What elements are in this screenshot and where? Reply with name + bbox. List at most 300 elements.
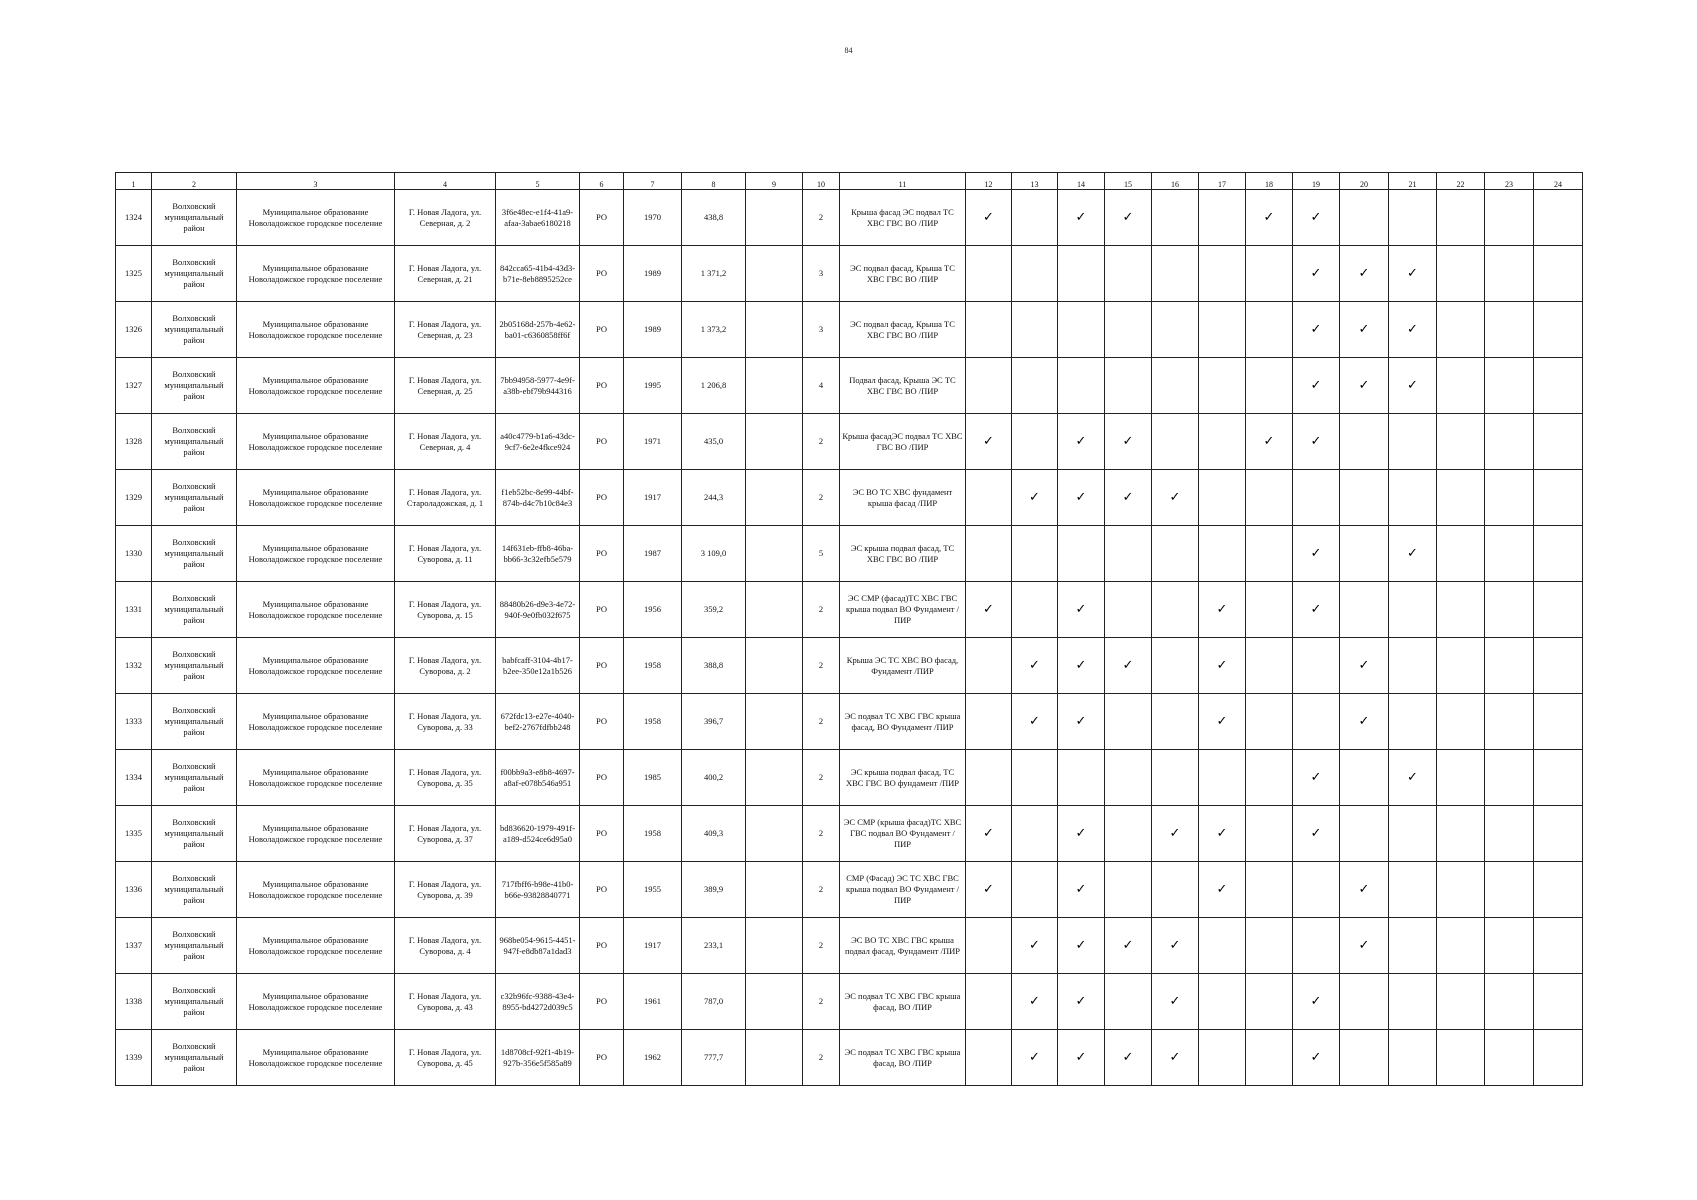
works-cell: ЭС подвал ТС ХВС ГВС крыша фасад, ВО /ПИР (840, 1030, 966, 1086)
works-cell: ЭС крыша подвал фасад, ТС ХВС ГВС ВО /ПИР (840, 526, 966, 582)
area-cell: 438,8 (682, 190, 746, 246)
address-cell: Г. Новая Ладога, ул. Северная, д. 23 (395, 302, 496, 358)
works-cell: ЭС ВО ТС ХВС ГВС крыша подвал фасад, Фундамент /ПИР (840, 918, 966, 974)
check-cell (1199, 694, 1246, 750)
check-cell (1246, 638, 1293, 694)
table-row (116, 470, 1583, 526)
table-row (116, 190, 1583, 246)
check-mark-icon: ✓ (1310, 321, 1322, 337)
check-cell (1105, 470, 1152, 526)
check-cell (1105, 806, 1152, 862)
check-cell (1199, 526, 1246, 582)
column-number: 19 (1293, 173, 1340, 190)
column-number: 24 (1534, 173, 1583, 190)
check-cell (1437, 694, 1485, 750)
check-cell (1293, 862, 1340, 918)
check-cell (1152, 190, 1199, 246)
area-cell: 787,0 (682, 974, 746, 1030)
address-cell: Г. Новая Ладога, ул. Суворова, д. 39 (395, 862, 496, 918)
works-cell: Крыша фасадЭС подвал ТС ХВС ГВС ВО /ПИР (840, 414, 966, 470)
check-cell (1199, 918, 1246, 974)
check-cell (1293, 414, 1340, 470)
check-cell (1485, 302, 1534, 358)
check-cell (1199, 302, 1246, 358)
check-mark-icon: ✓ (1029, 657, 1040, 673)
check-cell (966, 470, 1012, 526)
type-cell: РО (580, 750, 624, 806)
row-number: 1328 (116, 414, 152, 470)
empty-cell (746, 302, 803, 358)
check-cell (1437, 1030, 1485, 1086)
check-cell (1199, 806, 1246, 862)
type-cell: РО (580, 1030, 624, 1086)
check-cell (1389, 358, 1437, 414)
district-cell: Волховский муниципальный район (152, 358, 237, 414)
check-cell (1485, 526, 1534, 582)
works-cell: Крыша ЭС ТС ХВС ВО фасад, Фундамент /ПИР (840, 638, 966, 694)
guid-cell: 672fdc13-e27e-4040-bef2-2767fdfbb248 (496, 694, 580, 750)
guid-cell: f00bb9a3-e8b8-4697-a8af-e078b546a951 (496, 750, 580, 806)
check-cell (1012, 358, 1058, 414)
district-cell: Волховский муниципальный район (152, 862, 237, 918)
district-cell: Волховский муниципальный район (152, 246, 237, 302)
check-cell (1534, 638, 1583, 694)
check-cell (1105, 358, 1152, 414)
check-cell (1058, 974, 1105, 1030)
check-mark-icon: ✓ (1075, 713, 1087, 729)
district-cell: Волховский муниципальный район (152, 638, 237, 694)
address-cell: Г. Новая Ладога, ул. Суворова, д. 11 (395, 526, 496, 582)
check-cell (1389, 190, 1437, 246)
check-cell (1152, 358, 1199, 414)
table-row (116, 526, 1583, 582)
check-mark-icon: ✓ (1310, 825, 1322, 841)
check-cell (1152, 862, 1199, 918)
count-cell: 3 (803, 302, 840, 358)
check-cell (1293, 750, 1340, 806)
check-cell (966, 582, 1012, 638)
works-cell: ЭС ВО ТС ХВС фундамент крыша фасад /ПИР (840, 470, 966, 526)
column-number: 5 (496, 173, 580, 190)
column-number: 4 (395, 173, 496, 190)
column-number: 17 (1199, 173, 1246, 190)
check-cell (1152, 918, 1199, 974)
type-cell: РО (580, 470, 624, 526)
district-cell: Волховский муниципальный район (152, 974, 237, 1030)
check-cell (1293, 582, 1340, 638)
check-mark-icon: ✓ (1216, 713, 1228, 729)
check-cell (1534, 862, 1583, 918)
row-number: 1339 (116, 1030, 152, 1086)
check-cell (1389, 302, 1437, 358)
address-cell: Г. Новая Ладога, ул. Северная, д. 4 (395, 414, 496, 470)
check-mark-icon: ✓ (1169, 1049, 1181, 1065)
check-cell (1485, 414, 1534, 470)
check-cell (1246, 526, 1293, 582)
guid-cell: bd836620-1979-491f-a189-d524ce6d95a0 (496, 806, 580, 862)
check-mark-icon: ✓ (1029, 993, 1040, 1009)
check-cell (1152, 414, 1199, 470)
count-cell: 2 (803, 190, 840, 246)
type-cell: РО (580, 526, 624, 582)
check-cell (1389, 862, 1437, 918)
type-cell: РО (580, 302, 624, 358)
year-cell: 1917 (624, 470, 682, 526)
empty-cell (746, 526, 803, 582)
empty-cell (746, 582, 803, 638)
works-cell: ЭС подвал фасад, Крыша ТС ХВС ГВС ВО /ПИР (840, 302, 966, 358)
check-cell (1340, 302, 1389, 358)
check-cell (1058, 302, 1105, 358)
check-cell (1152, 750, 1199, 806)
check-cell (1105, 302, 1152, 358)
empty-cell (746, 750, 803, 806)
check-cell (1340, 582, 1389, 638)
check-cell (1340, 750, 1389, 806)
empty-cell (746, 414, 803, 470)
check-mark-icon: ✓ (983, 881, 994, 897)
empty-cell (746, 974, 803, 1030)
check-cell (1058, 414, 1105, 470)
check-cell (1246, 358, 1293, 414)
table-row (116, 246, 1583, 302)
address-cell: Г. Новая Ладога, ул. Суворова, д. 2 (395, 638, 496, 694)
check-cell (966, 638, 1012, 694)
check-mark-icon: ✓ (1310, 377, 1322, 393)
address-cell: Г. Новая Ладога, ул. Северная, д. 25 (395, 358, 496, 414)
type-cell: РО (580, 638, 624, 694)
check-cell (1293, 694, 1340, 750)
check-cell (1152, 1030, 1199, 1086)
year-cell: 1987 (624, 526, 682, 582)
check-cell (1012, 302, 1058, 358)
address-cell: Г. Новая Ладога, ул. Староладожская, д. 1 (395, 470, 496, 526)
column-number: 10 (803, 173, 840, 190)
check-cell (1246, 750, 1293, 806)
check-cell (1246, 470, 1293, 526)
empty-cell (746, 918, 803, 974)
year-cell: 1958 (624, 694, 682, 750)
column-number: 1 (116, 173, 152, 190)
check-mark-icon: ✓ (1075, 825, 1087, 841)
column-number-row (116, 173, 1583, 190)
row-number: 1337 (116, 918, 152, 974)
municipality-cell: Муниципальное образование Новоладожское городское поселение (237, 302, 395, 358)
count-cell: 2 (803, 414, 840, 470)
works-cell: Подвал фасад, Крыша ЭС ТС ХВС ГВС ВО /ПИР (840, 358, 966, 414)
type-cell: РО (580, 694, 624, 750)
year-cell: 1985 (624, 750, 682, 806)
check-cell (1389, 638, 1437, 694)
row-number: 1324 (116, 190, 152, 246)
row-number: 1335 (116, 806, 152, 862)
works-cell: ЭС подвал фасад, Крыша ТС ХВС ГВС ВО /ПИР (840, 246, 966, 302)
check-cell (1105, 638, 1152, 694)
area-cell: 244,3 (682, 470, 746, 526)
area-cell: 389,9 (682, 862, 746, 918)
check-cell (1058, 526, 1105, 582)
check-mark-icon: ✓ (1122, 209, 1134, 225)
check-cell (1485, 470, 1534, 526)
check-cell (966, 862, 1012, 918)
check-cell (966, 358, 1012, 414)
check-cell (1534, 414, 1583, 470)
check-mark-icon: ✓ (1029, 1049, 1040, 1065)
check-mark-icon: ✓ (1310, 1049, 1322, 1065)
row-number: 1326 (116, 302, 152, 358)
check-cell (1293, 358, 1340, 414)
page-number: 84 (844, 46, 853, 55)
check-cell (1058, 190, 1105, 246)
check-cell (1152, 526, 1199, 582)
guid-cell: 14f631eb-ffb8-46ba-bb66-3c32efb5e579 (496, 526, 580, 582)
check-cell (1293, 190, 1340, 246)
area-cell: 409,3 (682, 806, 746, 862)
district-cell: Волховский муниципальный район (152, 190, 237, 246)
address-cell: Г. Новая Ладога, ул. Суворова, д. 33 (395, 694, 496, 750)
check-cell (1389, 1030, 1437, 1086)
check-cell (1485, 862, 1534, 918)
check-cell (1340, 190, 1389, 246)
check-mark-icon: ✓ (1407, 321, 1418, 337)
district-cell: Волховский муниципальный район (152, 918, 237, 974)
check-cell (1485, 246, 1534, 302)
check-cell (1437, 918, 1485, 974)
year-cell: 1989 (624, 246, 682, 302)
type-cell: РО (580, 862, 624, 918)
area-cell: 1 206,8 (682, 358, 746, 414)
check-cell (1485, 750, 1534, 806)
check-cell (1389, 974, 1437, 1030)
check-mark-icon: ✓ (983, 433, 994, 449)
check-cell (1485, 638, 1534, 694)
check-cell (1485, 918, 1534, 974)
check-cell (1199, 862, 1246, 918)
guid-cell: babfcaff-3104-4b17-b2ee-350e12a1b526 (496, 638, 580, 694)
municipality-cell: Муниципальное образование Новоладожское городское поселение (237, 190, 395, 246)
municipality-cell: Муниципальное образование Новоладожское городское поселение (237, 246, 395, 302)
guid-cell: f1eb52bc-8e99-44bf-874b-d4c7b10c84e3 (496, 470, 580, 526)
check-cell (1534, 1030, 1583, 1086)
count-cell: 4 (803, 358, 840, 414)
check-cell (1012, 638, 1058, 694)
check-mark-icon: ✓ (1310, 993, 1322, 1009)
check-cell (1389, 470, 1437, 526)
check-cell (1199, 974, 1246, 1030)
municipality-cell: Муниципальное образование Новоладожское городское поселение (237, 582, 395, 638)
check-cell (966, 414, 1012, 470)
guid-cell: 1d8708cf-92f1-4b19-927b-356e5f585a89 (496, 1030, 580, 1086)
check-mark-icon: ✓ (1122, 937, 1134, 953)
area-cell: 435,0 (682, 414, 746, 470)
check-cell (966, 974, 1012, 1030)
check-mark-icon: ✓ (1407, 377, 1418, 393)
check-cell (1437, 862, 1485, 918)
check-cell (1058, 470, 1105, 526)
check-cell (1058, 806, 1105, 862)
empty-cell (746, 1030, 803, 1086)
check-cell (1534, 750, 1583, 806)
check-cell (966, 190, 1012, 246)
guid-cell: 717fbff6-b98e-41b0-b66e-93828840771 (496, 862, 580, 918)
check-mark-icon: ✓ (1358, 377, 1370, 393)
district-cell: Волховский муниципальный район (152, 526, 237, 582)
column-number: 6 (580, 173, 624, 190)
address-cell: Г. Новая Ладога, ул. Суворова, д. 43 (395, 974, 496, 1030)
check-mark-icon: ✓ (1216, 825, 1228, 841)
check-cell (1012, 1030, 1058, 1086)
check-cell (1340, 806, 1389, 862)
check-cell (1058, 246, 1105, 302)
guid-cell: a40c4779-b1a6-43dc-9cf7-6e2e4fkce924 (496, 414, 580, 470)
check-cell (1293, 470, 1340, 526)
column-number: 3 (237, 173, 395, 190)
district-cell: Волховский муниципальный район (152, 750, 237, 806)
check-cell (1340, 918, 1389, 974)
check-cell (1437, 470, 1485, 526)
column-number: 11 (840, 173, 966, 190)
check-cell (1058, 582, 1105, 638)
guid-cell: 968be054-9615-4451-947f-e8db87a1dad3 (496, 918, 580, 974)
municipality-cell: Муниципальное образование Новоладожское городское поселение (237, 358, 395, 414)
check-cell (1534, 302, 1583, 358)
municipality-cell: Муниципальное образование Новоладожское городское поселение (237, 806, 395, 862)
check-mark-icon: ✓ (1075, 1049, 1087, 1065)
check-cell (1293, 806, 1340, 862)
table-row (116, 750, 1583, 806)
check-cell (1340, 974, 1389, 1030)
address-cell: Г. Новая Ладога, ул. Суворова, д. 35 (395, 750, 496, 806)
area-cell: 400,2 (682, 750, 746, 806)
table-row (116, 302, 1583, 358)
check-cell (1534, 694, 1583, 750)
check-mark-icon: ✓ (1310, 601, 1322, 617)
check-mark-icon: ✓ (1029, 937, 1040, 953)
check-mark-icon: ✓ (1358, 321, 1370, 337)
address-cell: Г. Новая Ладога, ул. Северная, д. 2 (395, 190, 496, 246)
check-cell (1152, 638, 1199, 694)
check-cell (1012, 414, 1058, 470)
check-mark-icon: ✓ (1122, 489, 1134, 505)
check-mark-icon: ✓ (1310, 545, 1322, 561)
guid-cell: c32b96fc-9388-43e4-8955-bd4272d039c5 (496, 974, 580, 1030)
empty-cell (746, 638, 803, 694)
count-cell: 2 (803, 974, 840, 1030)
check-cell (1012, 694, 1058, 750)
check-cell (1199, 1030, 1246, 1086)
row-number: 1336 (116, 862, 152, 918)
check-cell (1389, 918, 1437, 974)
year-cell: 1917 (624, 918, 682, 974)
check-cell (1293, 246, 1340, 302)
check-mark-icon: ✓ (1169, 993, 1181, 1009)
type-cell: РО (580, 190, 624, 246)
check-mark-icon: ✓ (1358, 657, 1370, 673)
check-mark-icon: ✓ (1122, 433, 1134, 449)
check-cell (1058, 1030, 1105, 1086)
check-cell (1012, 526, 1058, 582)
empty-cell (746, 862, 803, 918)
check-cell (1340, 246, 1389, 302)
check-cell (1105, 750, 1152, 806)
area-cell: 3 109,0 (682, 526, 746, 582)
area-cell: 388,8 (682, 638, 746, 694)
area-cell: 777,7 (682, 1030, 746, 1086)
municipality-cell: Муниципальное образование Новоладожское городское поселение (237, 918, 395, 974)
column-number: 12 (966, 173, 1012, 190)
row-number: 1325 (116, 246, 152, 302)
area-cell: 396,7 (682, 694, 746, 750)
check-cell (1437, 414, 1485, 470)
check-mark-icon: ✓ (1216, 601, 1228, 617)
empty-cell (746, 358, 803, 414)
address-cell: Г. Новая Ладога, ул. Суворова, д. 15 (395, 582, 496, 638)
check-mark-icon: ✓ (983, 209, 994, 225)
check-cell (1152, 302, 1199, 358)
check-cell (1485, 974, 1534, 1030)
district-cell: Волховский муниципальный район (152, 302, 237, 358)
check-mark-icon: ✓ (1169, 937, 1181, 953)
year-cell: 1955 (624, 862, 682, 918)
column-number: 13 (1012, 173, 1058, 190)
area-cell: 359,2 (682, 582, 746, 638)
check-cell (1199, 246, 1246, 302)
check-cell (1485, 694, 1534, 750)
check-cell (1105, 918, 1152, 974)
works-cell: ЭС СМР (фасад)ТС ХВС ГВС крыша подвал ВО Фундамент /ПИР (840, 582, 966, 638)
check-mark-icon: ✓ (1075, 993, 1087, 1009)
table-row (116, 694, 1583, 750)
address-cell: Г. Новая Ладога, ул. Суворова, д. 4 (395, 918, 496, 974)
check-cell (966, 246, 1012, 302)
check-mark-icon: ✓ (1407, 769, 1418, 785)
check-cell (1389, 582, 1437, 638)
address-cell: Г. Новая Ладога, ул. Суворова, д. 45 (395, 1030, 496, 1086)
check-mark-icon: ✓ (1075, 601, 1087, 617)
type-cell: РО (580, 414, 624, 470)
table-row (116, 638, 1583, 694)
check-cell (1152, 806, 1199, 862)
check-cell (1340, 638, 1389, 694)
table-row (116, 806, 1583, 862)
check-cell (1340, 1030, 1389, 1086)
check-cell (1105, 246, 1152, 302)
registry-body (116, 173, 1583, 1086)
check-mark-icon: ✓ (1122, 1049, 1134, 1065)
year-cell: 1956 (624, 582, 682, 638)
check-cell (1485, 806, 1534, 862)
check-cell (1058, 862, 1105, 918)
check-mark-icon: ✓ (1122, 657, 1134, 673)
check-cell (1012, 918, 1058, 974)
district-cell: Волховский муниципальный район (152, 582, 237, 638)
check-cell (1534, 582, 1583, 638)
check-cell (1437, 806, 1485, 862)
guid-cell: 3f6e48ec-e1f4-41a9-afaa-3abae6180218 (496, 190, 580, 246)
check-cell (1340, 862, 1389, 918)
check-cell (1058, 918, 1105, 974)
check-mark-icon: ✓ (1075, 489, 1087, 505)
column-number: 20 (1340, 173, 1389, 190)
column-number: 23 (1485, 173, 1534, 190)
municipality-cell: Муниципальное образование Новоладожское городское поселение (237, 470, 395, 526)
check-cell (1389, 750, 1437, 806)
check-cell (1105, 582, 1152, 638)
guid-cell: 2b05168d-257b-4e62-ba01-c6360858ff6f (496, 302, 580, 358)
check-mark-icon: ✓ (1263, 209, 1275, 225)
district-cell: Волховский муниципальный район (152, 470, 237, 526)
table-row (116, 358, 1583, 414)
